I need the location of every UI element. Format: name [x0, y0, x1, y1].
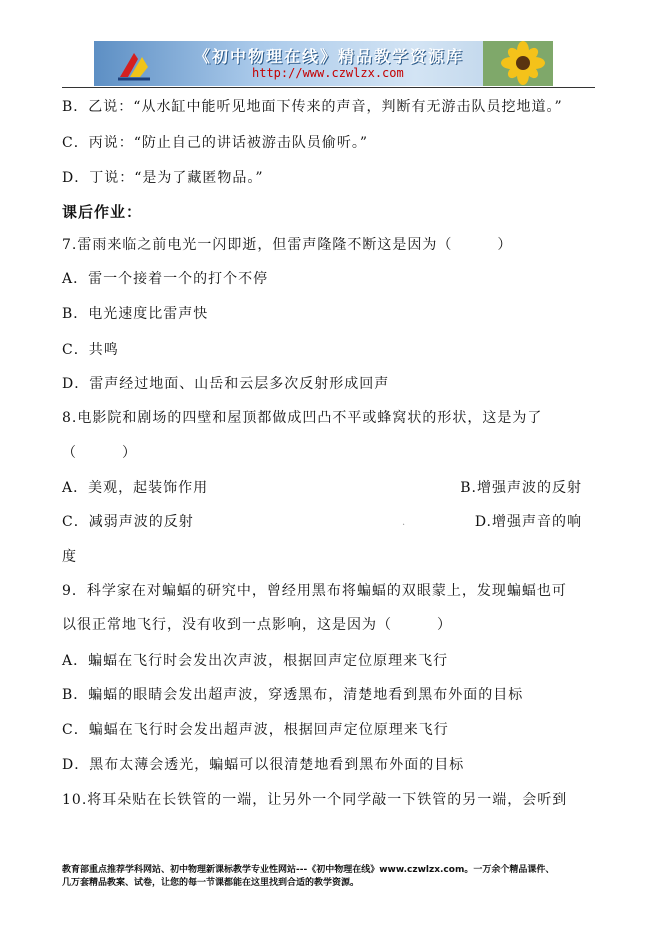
question-9: 9．科学家在对蝙蝠的研究中，曾经用黑布将蝙蝠的双眼蒙上，发现蝙蝠也可	[62, 583, 567, 599]
q8-option-c: C．减弱声波的反射	[62, 514, 194, 530]
stray-dot: .	[402, 517, 406, 528]
q8-option-b: B.增强声波的反射	[460, 480, 582, 496]
footer-line-2: 几万套精品教案、试卷，让您的每一节课都能在这里找到合适的教学资源。	[62, 878, 360, 888]
question-7: 7.雷雨来临之前电光一闪即逝，但雷声隆隆不断这是因为（ ）	[62, 237, 513, 253]
sunflower-icon	[483, 41, 553, 86]
question-8: 8.电影院和剧场的四壁和屋顶都做成凹凸不平或蜂窝状的形状，这是为了	[62, 410, 543, 426]
option-d-line: D．丁说：“是为了藏匿物品。”	[62, 170, 264, 186]
q9-option-b: B．蝙蝠的眼睛会发出超声波，穿透黑布，清楚地看到黑布外面的目标	[62, 687, 524, 703]
question-9-cont: 以很正常地飞行，没有收到一点影响，这是因为（ ）	[62, 617, 452, 633]
q9-option-c: C．蝙蝠在飞行时会发出超声波，根据回声定位原理来飞行	[62, 722, 449, 738]
logo-icon	[116, 49, 152, 81]
header-banner	[94, 41, 553, 86]
q7-option-a: A．雷一个接着一个的打个不停	[62, 271, 269, 287]
q9-option-a: A．蝙蝠在飞行时会发出次声波，根据回声定位原理来飞行	[62, 653, 449, 669]
q7-option-d: D．雷声经过地面、山岳和云层多次反射形成回声	[62, 376, 390, 392]
homework-heading: 课后作业：	[62, 203, 143, 221]
q7-option-b: B．电光速度比雷声快	[62, 306, 209, 322]
q7-option-c: C．共鸣	[62, 342, 119, 358]
q8-option-a: A．美观，起装饰作用	[62, 480, 209, 496]
header-rule	[62, 87, 595, 88]
q9-option-d: D．黑布太薄会透光，蝙蝠可以很清楚地看到黑布外面的目标	[62, 757, 465, 773]
q8-option-d-cont: 度	[62, 549, 77, 565]
banner-title: 《初中物理在线》精品教学资源库	[194, 47, 465, 66]
question-10: 10.将耳朵贴在长铁管的一端，让另外一个同学敲一下铁管的另一端，会听到	[62, 792, 568, 808]
q8-answer-blank: （ ）	[62, 445, 137, 461]
option-b-line: B．乙说：“从水缸中能听见地面下传来的声音，判断有无游击队员挖地道。”	[62, 99, 563, 115]
q8-option-d: D.增强声音的响	[474, 514, 582, 530]
option-c-line: C．丙说：“防止自己的讲话被游击队员偷听。”	[62, 135, 369, 151]
banner-url[interactable]: http://www.czwlzx.com	[252, 66, 404, 80]
footer-line-1: 教育部重点推荐学科网站、初中物理新课标教学专业性网站---《初中物理在线》www.czwlzx.com。一万余个精品课件、	[62, 865, 555, 875]
